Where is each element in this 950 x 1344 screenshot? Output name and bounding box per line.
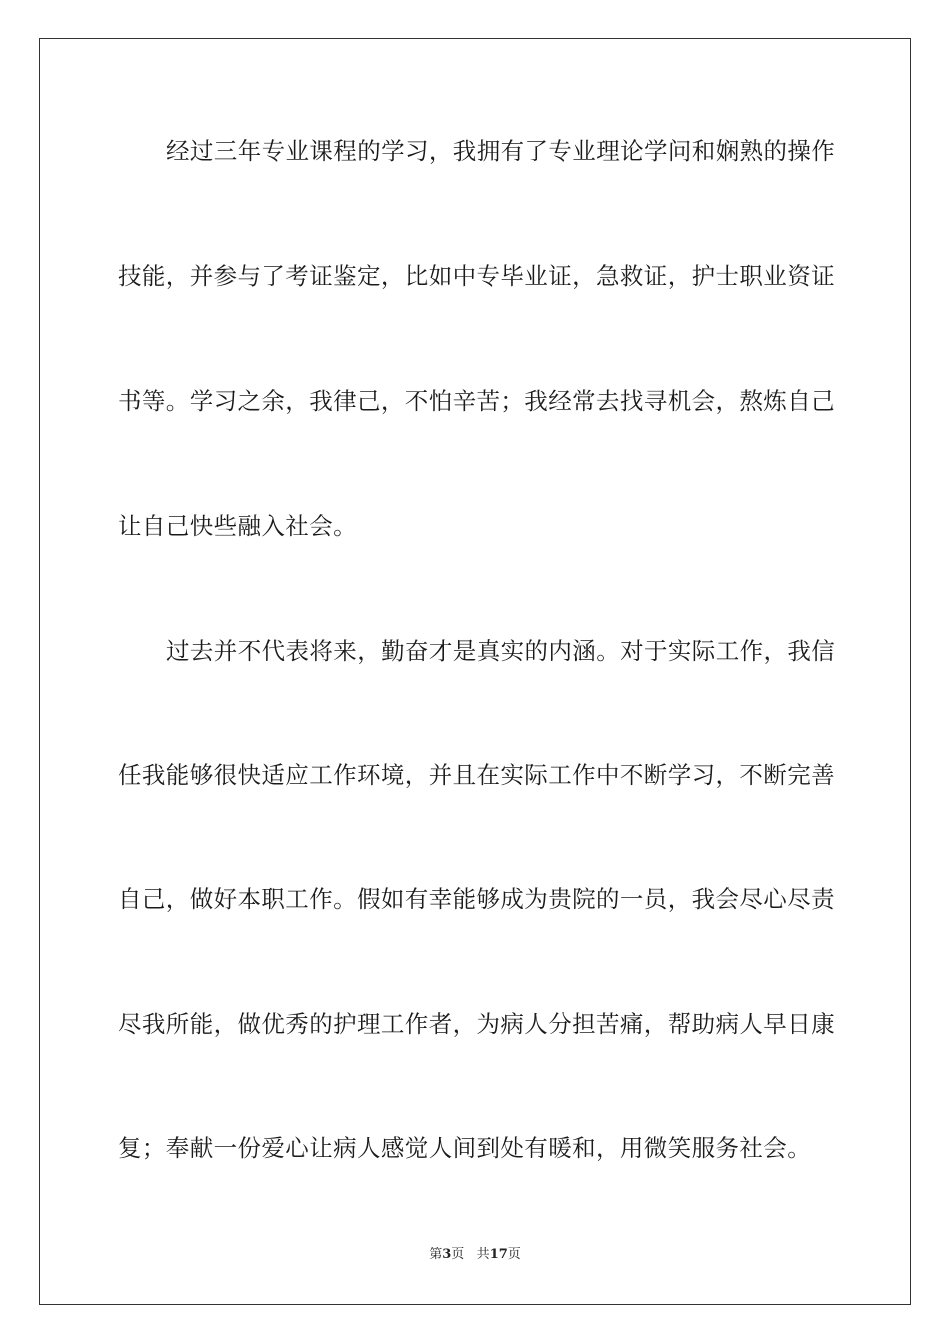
page-prefix: 第 <box>429 1247 443 1262</box>
paragraph-2-line-1: 过去并不代表将来，勤奋才是真实的内涵。对于实际工作，我信 <box>166 637 836 665</box>
paragraph-1-line-4: 让自己快些融入社会。 <box>118 512 357 540</box>
total-suffix: 页 <box>507 1247 521 1262</box>
paragraph-2-line-3: 自己，做好本职工作。假如有幸能够成为贵院的一员，我会尽心尽责 <box>118 885 835 913</box>
paragraph-2-line-4: 尽我所能，做优秀的护理工作者，为病人分担苦痛，帮助病人早日康 <box>118 1010 835 1038</box>
total-pages: 17 <box>489 1247 508 1262</box>
total-prefix: 共 <box>476 1247 490 1262</box>
paragraph-2-line-5: 复；奉献一份爱心让病人感觉人间到处有暖和，用微笑服务社会。 <box>118 1134 812 1162</box>
page-suffix: 页 <box>451 1247 465 1262</box>
paragraph-1-line-2: 技能，并参与了考证鉴定，比如中专毕业证，急救证，护士职业资证 <box>118 262 835 290</box>
paragraph-2-line-2: 任我能够很快适应工作环境，并且在实际工作中不断学习，不断完善 <box>118 761 835 789</box>
paragraph-1-line-1: 经过三年专业课程的学习，我拥有了专业理论学问和娴熟的操作 <box>166 137 836 165</box>
page-number: 3 <box>442 1247 452 1262</box>
page-border <box>39 38 911 1305</box>
paragraph-1-line-3: 书等。学习之余，我律己，不怕辛苦；我经常去找寻机会，熬炼自己 <box>118 387 835 415</box>
page-footer <box>0 1246 950 1264</box>
